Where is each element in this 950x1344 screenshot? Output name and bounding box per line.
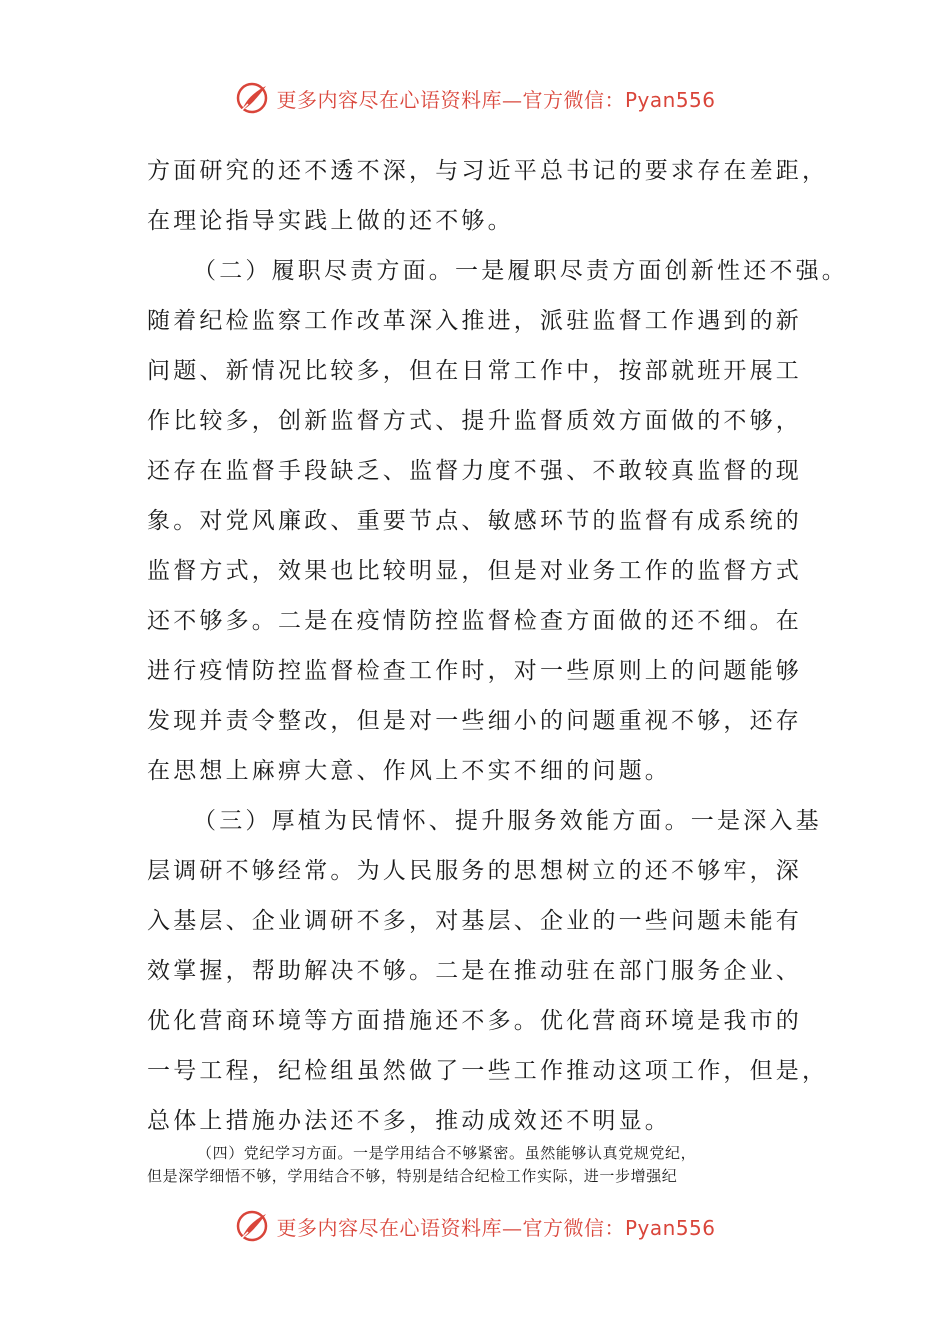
body-line: 象。对党风廉政、重要节点、敏感环节的监督有成系统的 [147,508,802,534]
watermark-text: 更多内容尽在心语资料库—官方微信： [276,1215,625,1240]
body-line: 还不够多。二是在疫情防控监督检查方面做的还不细。在 [147,608,802,634]
body-line: 入基层、企业调研不多，对基层、企业的一些问题未能有 [147,908,802,934]
small-line: （四）党纪学习方面。一是学用结合不够紧密。虽然能够认真党规党纪， [197,1144,697,1162]
body-line: 作比较多，创新监督方式、提升监督质效方面做的不够， [147,408,802,434]
body-line: 总体上措施办法还不多，推动成效还不明显。 [147,1108,671,1134]
body-line: 方面研究的还不透不深，与习近平总书记的要求存在差距， [147,158,829,184]
body-line: 效掌握，帮助解决不够。二是在推动驻在部门服务企业、 [147,958,802,984]
body-line: 在思想上麻痹大意、作风上不实不细的问题。 [147,758,671,784]
quill-logo-icon [234,1208,270,1244]
document-body [147,146,848,1146]
body-line: 优化营商环境等方面措施还不多。优化营商环境是我市的 [147,1008,802,1034]
body-line: （三）厚植为民情怀、提升服务效能方面。一是深入基 [193,808,822,834]
watermark-text: 更多内容尽在心语资料库—官方微信： [276,87,625,112]
body-line: 还存在监督手段缺乏、监督力度不强、不敢较真监督的现 [147,458,802,484]
body-line: 监督方式，效果也比较明显，但是对业务工作的监督方式 [147,558,802,584]
small-line: 但是深学细悟不够，学用结合不够，特别是结合纪检工作实际，进一步增强纪 [147,1167,678,1185]
watermark-wechat-id: Pyan556 [624,1215,716,1240]
body-line: 在理论指导实践上做的还不够。 [147,208,514,234]
footer-watermark [0,1208,950,1244]
body-line: （二）履职尽责方面。一是履职尽责方面创新性还不强。 [193,258,848,284]
body-line: 层调研不够经常。为人民服务的思想树立的还不够牢，深 [147,858,802,884]
body-line: 问题、新情况比较多，但在日常工作中，按部就班开展工 [147,358,802,384]
watermark-wechat-id: Pyan556 [624,87,716,112]
small-print-paragraph [147,1142,807,1188]
quill-logo-icon [234,80,270,116]
body-line: 发现并责令整改，但是对一些细小的问题重视不够，还存 [147,708,802,734]
body-line: 进行疫情防控监督检查工作时，对一些原则上的问题能够 [147,658,802,684]
body-line: 一号工程，纪检组虽然做了一些工作推动这项工作，但是， [147,1058,829,1084]
header-watermark [0,80,950,116]
body-line: 随着纪检监察工作改革深入推进，派驻监督工作遇到的新 [147,308,802,334]
